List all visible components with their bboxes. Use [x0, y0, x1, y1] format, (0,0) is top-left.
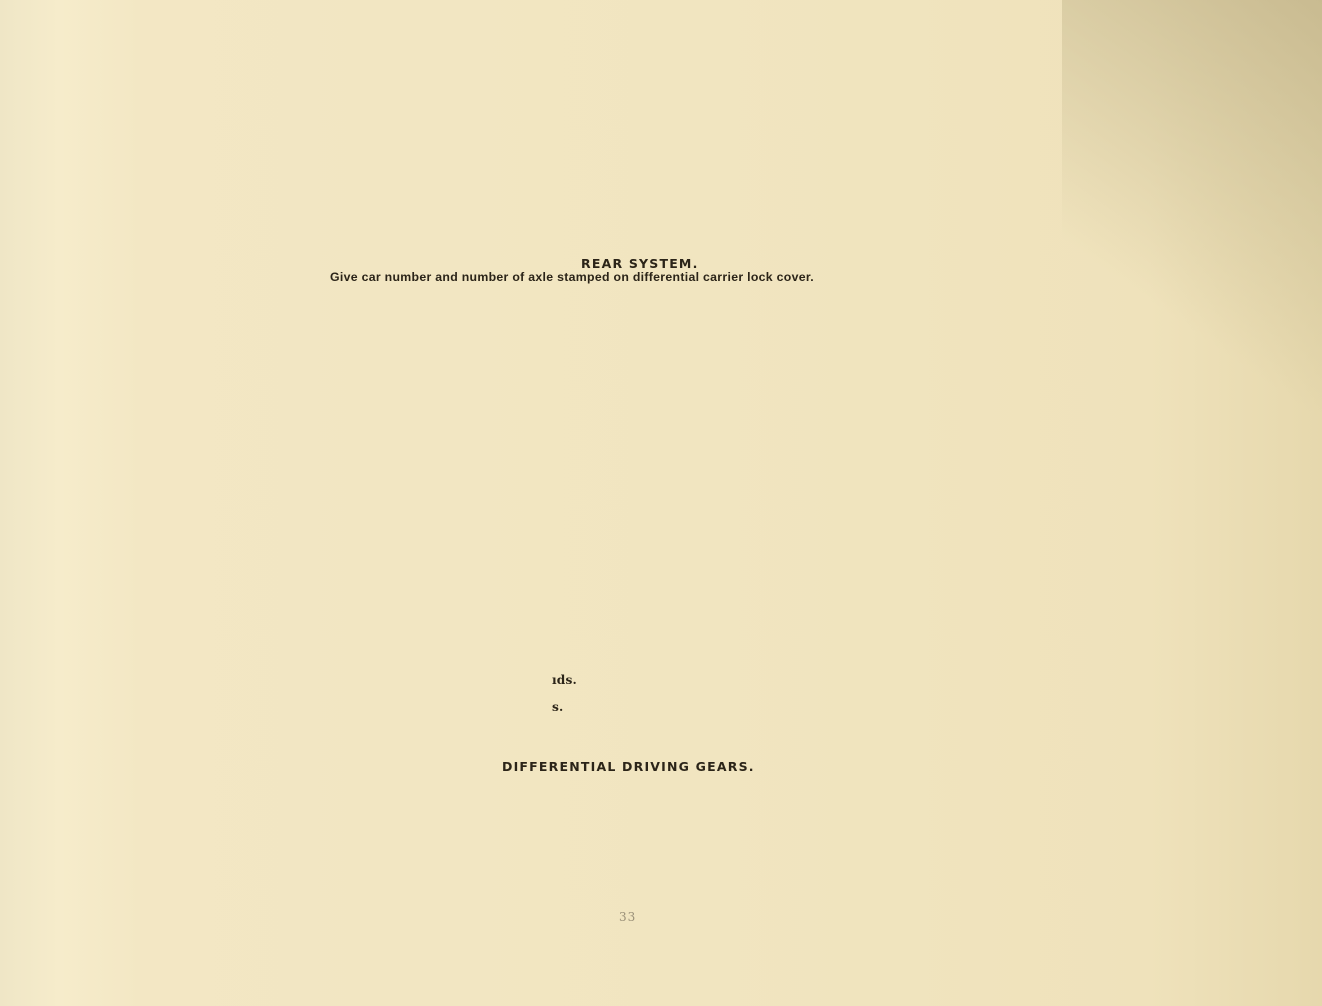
rear-system-note: Give car number and number of axle stamped on differential carrier lock cover. — [330, 270, 815, 284]
differential-driving-gears-heading: DIFFERENTIAL DRIVING GEARS. — [502, 759, 755, 774]
rear-system-heading: REAR SYSTEM. — [581, 256, 699, 271]
page-curl-shadow — [1062, 0, 1322, 420]
stray-text-fragment: s. — [552, 700, 564, 714]
page-number: 33 — [619, 910, 637, 924]
stray-text-fragment: ıds. — [552, 673, 577, 687]
